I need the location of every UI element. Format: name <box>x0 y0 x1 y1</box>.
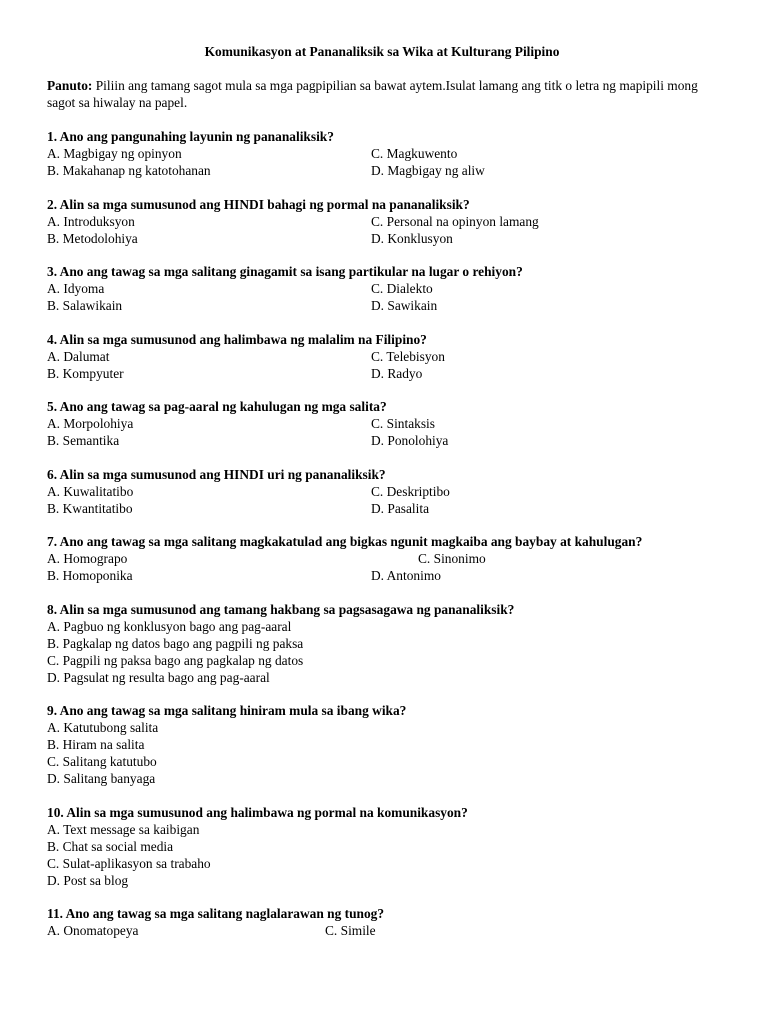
choice-b: B. Homoponika <box>47 568 133 583</box>
question-2 <box>47 196 717 247</box>
question-5 <box>47 398 717 449</box>
choice-c: C. Deskriptibo <box>371 483 450 499</box>
question-3 <box>47 263 717 314</box>
choice-d: D. Salitang banyaga <box>47 771 156 786</box>
question-stem: 10. Alin sa mga sumusunod ang halimbawa ng pormal na komunikasyon? <box>47 804 468 820</box>
question-8 <box>47 601 717 686</box>
choice-a: A. Dalumat <box>47 348 110 364</box>
choice-b: B. Chat sa social media <box>47 838 174 854</box>
choice-c: C. Sinonimo <box>418 551 486 566</box>
choice-a: A. Onomatopeya <box>47 923 139 938</box>
choice-a: A. Kuwalitatibo <box>47 483 134 499</box>
question-6 <box>47 466 717 517</box>
question-stem: 2. Alin sa mga sumusunod ang HINDI bahagi ng pormal na pananaliksik? <box>47 196 470 212</box>
question-stem: 5. Ano ang tawag sa pag-aaral ng kahulugan ng mga salita? <box>47 399 387 414</box>
choice-b: B. Metodolohiya <box>47 230 138 246</box>
choice-d: D. Pagsulat ng resulta bago ang pag-aaral <box>47 669 270 685</box>
instructions-label: Panuto: <box>47 78 93 93</box>
question-stem: 8. Alin sa mga sumusunod ang tamang hakbang sa pagsasagawa ng pananaliksik? <box>47 601 515 617</box>
choice-d: D. Magbigay ng aliw <box>371 163 485 178</box>
choice-b: B. Kompyuter <box>47 365 124 381</box>
question-10 <box>47 804 717 889</box>
choice-d: D. Ponolohiya <box>371 433 449 448</box>
question-stem: 11. Ano ang tawag sa mga salitang naglalarawan ng tunog? <box>47 906 385 921</box>
instructions <box>47 77 717 111</box>
choice-b: B. Makahanap ng katotohanan <box>47 163 211 178</box>
choice-a: A. Katutubong salita <box>47 720 159 735</box>
choice-b: B. Semantika <box>47 433 120 448</box>
choice-c: C. Simile <box>325 923 376 938</box>
choice-c: C. Sintaksis <box>371 416 435 431</box>
choice-a: A. Homograpo <box>47 551 128 566</box>
choice-a: A. Idyoma <box>47 281 105 296</box>
question-7 <box>47 533 717 584</box>
question-stem: 1. Ano ang pangunahing layunin ng pananaliksik? <box>47 129 334 144</box>
choice-a: A. Magbigay ng opinyon <box>47 146 182 161</box>
choice-c: C. Magkuwento <box>371 146 458 161</box>
choice-b: B. Salawikain <box>47 298 123 313</box>
choice-b: B. Pagkalap ng datos bago ang pagpili ng paksa <box>47 635 304 651</box>
question-stem: 9. Ano ang tawag sa mga salitang hiniram mula sa ibang wika? <box>47 703 407 718</box>
question-stem: 3. Ano ang tawag sa mga salitang ginagamit sa isang partikular na lugar o rehiyon? <box>47 264 523 279</box>
page-title: Komunikasyon at Pananaliksik sa Wika at Kulturang Pilipino <box>204 44 560 59</box>
question-stem: 7. Ano ang tawag sa mga salitang magkakatulad ang bigkas ngunit magkaiba ang baybay at kahulugan? <box>47 534 643 549</box>
instructions-text: Piliin ang tamang sagot mula sa mga pagpipilian sa bawat aytem.Isulat lamang ang titk o letra ng mapipili mong sagot sa hiwalay na papel. <box>47 78 698 110</box>
choice-c: C. Pagpili ng paksa bago ang pagkalap ng datos <box>47 652 304 668</box>
question-11 <box>47 905 717 939</box>
choice-c: C. Personal na opinyon lamang <box>371 213 539 229</box>
choice-c: C. Dialekto <box>371 281 433 296</box>
choice-c: C. Telebisyon <box>371 348 445 364</box>
choice-a: A. Text message sa kaibigan <box>47 821 200 837</box>
question-9 <box>47 702 717 787</box>
choice-d: D. Konklusyon <box>371 230 453 246</box>
choice-c: C. Salitang katutubo <box>47 754 157 769</box>
choice-b: B. Kwantitatibo <box>47 500 133 516</box>
choice-b: B. Hiram na salita <box>47 737 145 752</box>
choice-d: D. Pasalita <box>371 500 430 516</box>
choice-d: D. Radyo <box>371 365 423 381</box>
question-stem: 6. Alin sa mga sumusunod ang HINDI uri ng pananaliksik? <box>47 466 386 482</box>
choice-d: D. Antonimo <box>371 568 441 583</box>
choice-c: C. Sulat-aplikasyon sa trabaho <box>47 855 211 871</box>
question-stem: 4. Alin sa mga sumusunod ang halimbawa ng malalim na Filipino? <box>47 331 427 347</box>
choice-a: A. Introduksyon <box>47 213 135 229</box>
choice-a: A. Morpolohiya <box>47 416 134 431</box>
worksheet <box>47 43 717 956</box>
question-4 <box>47 331 717 382</box>
choice-d: D. Sawikain <box>371 298 438 313</box>
choice-d: D. Post sa blog <box>47 872 129 888</box>
choice-a: A. Pagbuo ng konklusyon bago ang pag-aaral <box>47 618 292 634</box>
question-1 <box>47 128 717 179</box>
